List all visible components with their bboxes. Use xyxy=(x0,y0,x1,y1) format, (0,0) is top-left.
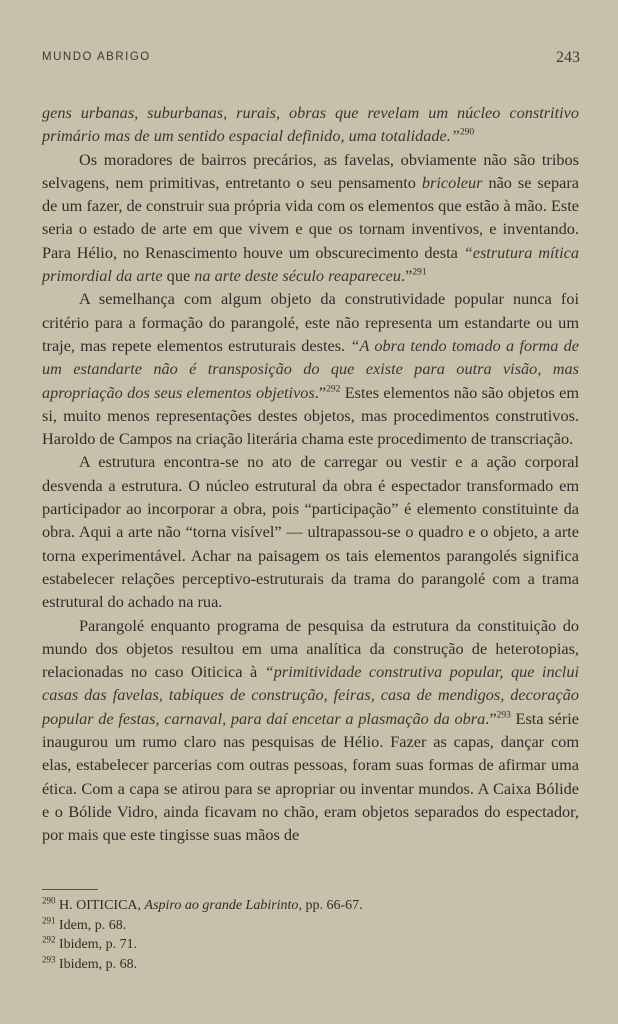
italic-text: “estrutura mítica primordial da arte xyxy=(42,242,579,286)
italic-text: bricoleur xyxy=(421,172,483,192)
italic-text: na arte deste século reapareceu xyxy=(194,266,402,286)
footnote-ref: 293 xyxy=(496,710,511,721)
paragraph xyxy=(42,101,579,148)
text-run: Os moradores de bairros precários, as favelas, obviamente não são tribos selvagens, nem primitivas, entretanto o seu pensamento xyxy=(42,149,579,192)
page-header xyxy=(42,51,580,67)
page-number: 243 xyxy=(556,49,580,66)
text-run: Estes elementos não são objetos em si, muito menos representações destes objetos, mas procedimentos construtivos. Haroldo de Campos na criação literária chama este procedimento de transcriação. xyxy=(42,382,579,449)
italic-text: “primitividade construtiva popular, que inclui casas das favelas, tabiques de construção, feiras, casa de mendigos, decoração popular de festas, carnaval, para daí encetar a plasmação da obra xyxy=(42,662,579,728)
text-run: .” xyxy=(401,266,413,286)
italic-text: gens urbanas, suburbanas, rurais, obras que revelam um núcleo constritivo primário mas de um sentido espacial definido, uma totalidade.” xyxy=(42,103,579,146)
footnote xyxy=(42,916,579,936)
text-run: Esta série inaugurou um rumo claro nas pesquisas de Hélio. Fazer as capas, dançar com elas, estabelecer parcerias com outras pessoas, foram suas formas de afirmar uma ética. Com a capa se atirou para se apropriar ou inventar mundos. A Caixa Bólide e o Bólide Vidro, ainda ficavam no chão, eram objetos separados do espectador, por mais que este tingisse suas mãos de xyxy=(42,708,580,845)
footnote-ref: 292 xyxy=(326,384,341,395)
footnote-number: 290 xyxy=(42,895,56,906)
footnote xyxy=(42,896,579,916)
footnote-text: , pp. 66-67. xyxy=(298,898,363,913)
footnote-text: Ibidem, p. 71. xyxy=(59,937,138,952)
footnote-ref: 291 xyxy=(412,267,427,278)
text-run: não se separa de um fazer, de construir sua própria vida com os elementos que estão à mão. Este seria o estado de arte em que vivem e que os tornam inventivos, e inventando. Para Hélio, no Renascimento houve um obscurecimento desta xyxy=(42,172,580,262)
footnote xyxy=(42,955,579,975)
paragraph xyxy=(42,287,579,450)
body-text xyxy=(42,101,579,847)
text-run: .” xyxy=(314,382,327,402)
text-run: .” xyxy=(485,708,497,728)
footnote-divider xyxy=(42,889,98,890)
text-run: Parangolé enquanto programa de pesquisa da estrutura da constituição do mundo dos objetos resultou em uma analítica da construção de heterotopias, relacionadas no caso Oiticica à xyxy=(42,615,579,682)
text-run: A semelhança com algum objeto da construtividade popular nunca foi critério para a formação do parangolé, este não representa um estandarte ou um traje, mas repete elementos estruturais destes. xyxy=(42,289,579,355)
footnote-number: 292 xyxy=(42,934,56,945)
italic-text: “A obra tendo tomado a forma de um estandarte não é transposição do que existe para outra visão, mas apropriação dos seus elementos objetivos xyxy=(42,335,579,402)
paragraph xyxy=(42,614,579,847)
text-run: que xyxy=(162,266,195,286)
footnote-text: Ibidem, p. 68. xyxy=(59,956,138,972)
footnote-text: Idem, p. 68. xyxy=(59,917,127,933)
footnote-number: 291 xyxy=(42,914,56,925)
paragraph xyxy=(42,450,579,613)
running-head: MUNDO ABRIGO xyxy=(42,51,151,63)
footnote-number: 293 xyxy=(42,953,56,964)
footnote-title: Aspiro ao grande Labirinto xyxy=(144,898,299,913)
footnote xyxy=(42,935,579,955)
footnote-ref: 290 xyxy=(459,127,475,138)
footnote-author: H. OITICICA, xyxy=(59,898,145,913)
text-run: A estrutura encontra-se no ato de carregar ou vestir e a ação corporal desvenda a estrutura. O núcleo estrutural da obra é espectador transformado em participador ao incorporar a obra, pois “participação” é elemento constituinte da obra. Aqui a arte não “torna visível” — ultrapassou-se o quadro e o objeto, a arte torna experimentável. Achar na paisagem os tais elementos parangolés significa estabelecer relações perceptivo-estruturais da trama do parangolé com a trama estrutural do achado na rua. xyxy=(42,452,579,612)
paragraph xyxy=(42,148,579,288)
footnotes xyxy=(42,896,579,974)
